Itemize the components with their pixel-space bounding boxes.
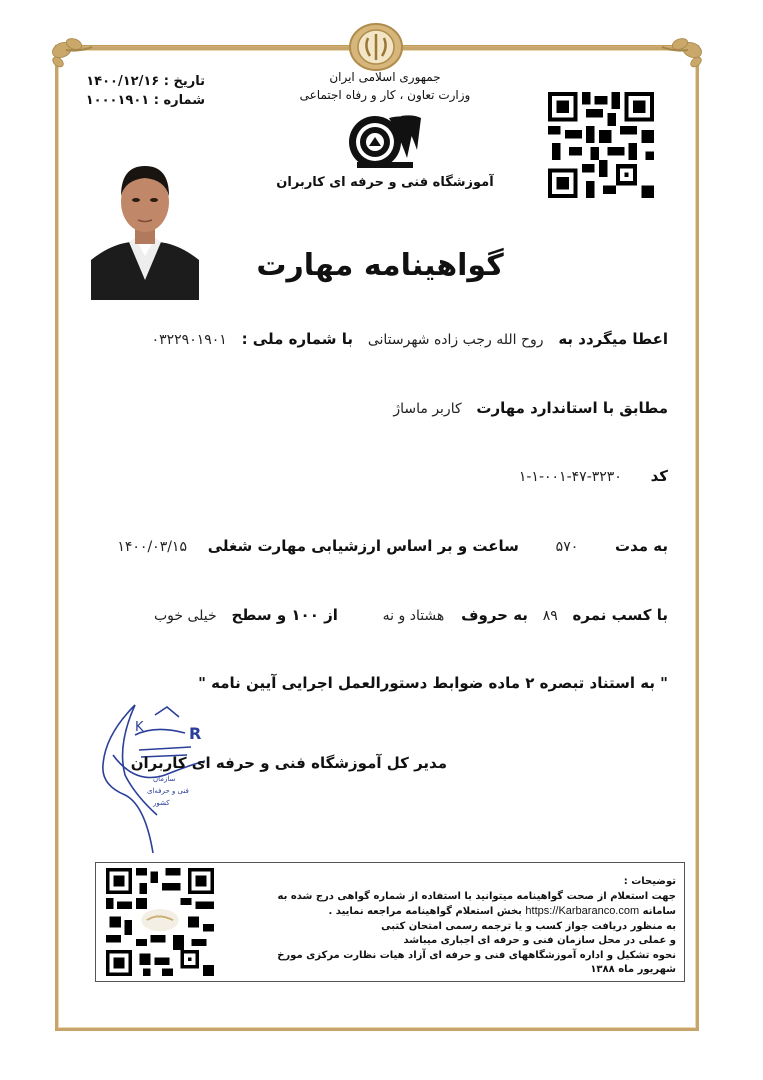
number-label: شماره :	[153, 93, 205, 108]
svg-text:K: K	[135, 720, 144, 735]
notes-heading: توضیحات :	[623, 876, 676, 887]
number-value: ۱۰۰۰۱۹۰۱	[85, 93, 150, 108]
karbaranco-link[interactable]: https://Karbaranco.com	[525, 905, 640, 917]
notes-line-2-prefix: سامانه	[642, 906, 676, 917]
in-words-value: هشتاد و نه	[382, 608, 445, 624]
date-label: تاریخ :	[163, 74, 205, 89]
out-of-level-label: از ۱۰۰ و سطح	[231, 606, 338, 624]
assessment-date: ۱۴۰۰/۰۳/۱۵	[117, 539, 187, 555]
school-name: آموزشگاه فنی و حرفه ای کاربران	[276, 175, 494, 190]
notes-line-4: و عملی در محل سازمان فنی و حرفه ای اجباری میباشد	[403, 935, 676, 946]
svg-text:فنی و حرفه‌ای: فنی و حرفه‌ای	[147, 787, 189, 795]
duration-line	[107, 537, 668, 555]
notes-line-3: به منظور دریافت جواز کسب و یا ترجمه رسمی امتحان کتبی	[381, 920, 676, 932]
standard-line	[383, 399, 668, 417]
date-row	[80, 72, 205, 91]
national-id-label: با شماره ملی :	[241, 330, 354, 348]
country-name: جمهوری اسلامی ایران	[329, 70, 441, 84]
issued-to-line	[142, 330, 668, 348]
corner-ornament-icon	[660, 30, 708, 74]
ministry-name: وزارت تعاون ، کار و رفاه اجتماعی	[299, 88, 471, 102]
notes-line-2-suffix: بخش استعلام گواهینامه مراجعه نمایید .	[328, 906, 522, 917]
code-line	[509, 467, 668, 485]
standard-label: مطابق با استاندارد مهارت	[476, 399, 668, 417]
code-value: ۳۲۳۰-۴۷-۰۰۱-۱-۱	[518, 469, 622, 485]
issued-to-label: اعطا میگردد به	[558, 330, 668, 348]
score-value: ۸۹	[542, 608, 558, 624]
iran-emblem-icon	[346, 22, 406, 72]
svg-text:سازمان: سازمان	[153, 775, 176, 783]
score-label: با کسب نمره	[572, 606, 668, 624]
notes-line-2	[236, 904, 676, 920]
holder-photo	[91, 160, 199, 300]
regulation-line: " به استناد تبصره ۲ ماده ضوابط دستورالعمل اجرایی آیین نامه "	[198, 674, 668, 692]
qr-code-icon[interactable]	[106, 868, 214, 976]
duration-value: ۵۷۰	[555, 539, 579, 555]
svg-text:R: R	[189, 724, 202, 743]
level-value: خیلی خوب	[153, 608, 217, 624]
corner-ornament-icon	[46, 30, 94, 74]
page-title: گواهینامه مهارت	[256, 248, 504, 283]
national-id-value: ۰۳۲۲۹۰۱۹۰۱	[151, 332, 227, 348]
notes-text	[236, 875, 676, 978]
notes-box	[95, 862, 685, 982]
header-center	[250, 68, 520, 192]
score-line	[144, 606, 668, 624]
notes-line-1: جهت استعلام از صحت گواهینامه میتوانید با استفاده از شماره گواهی درج شده به	[277, 890, 676, 902]
number-row	[80, 91, 205, 110]
signatory-title: مدیر کل آموزشگاه فنی و حرفه ای کاربران	[130, 754, 447, 772]
duration-label: به مدت	[615, 537, 668, 555]
code-label: کد	[650, 467, 668, 485]
notes-line-5: نحوه تشکیل و اداره آموزشگاههای فنی و حرفه ای آزاد هیات نظارت مرکزی مورخ شهریور ماه ۱۳۸۸	[277, 949, 676, 975]
hours-assessment-label: ساعت و بر اساس ارزشیابی مهارت شغلی	[207, 537, 519, 555]
in-words-label: به حروف	[461, 606, 528, 624]
svg-text:کشور: کشور	[153, 799, 170, 807]
standard-value: کاربر ماساژ	[393, 401, 462, 417]
stamp-signature-icon	[95, 695, 210, 855]
tvto-gear-logo-icon	[345, 110, 425, 172]
date-value: ۱۴۰۰/۱۲/۱۶	[86, 74, 160, 89]
date-number-block	[80, 72, 205, 110]
qr-code-icon[interactable]	[548, 92, 654, 198]
holder-name: روح الله رجب زاده شهرستانی	[367, 332, 544, 348]
